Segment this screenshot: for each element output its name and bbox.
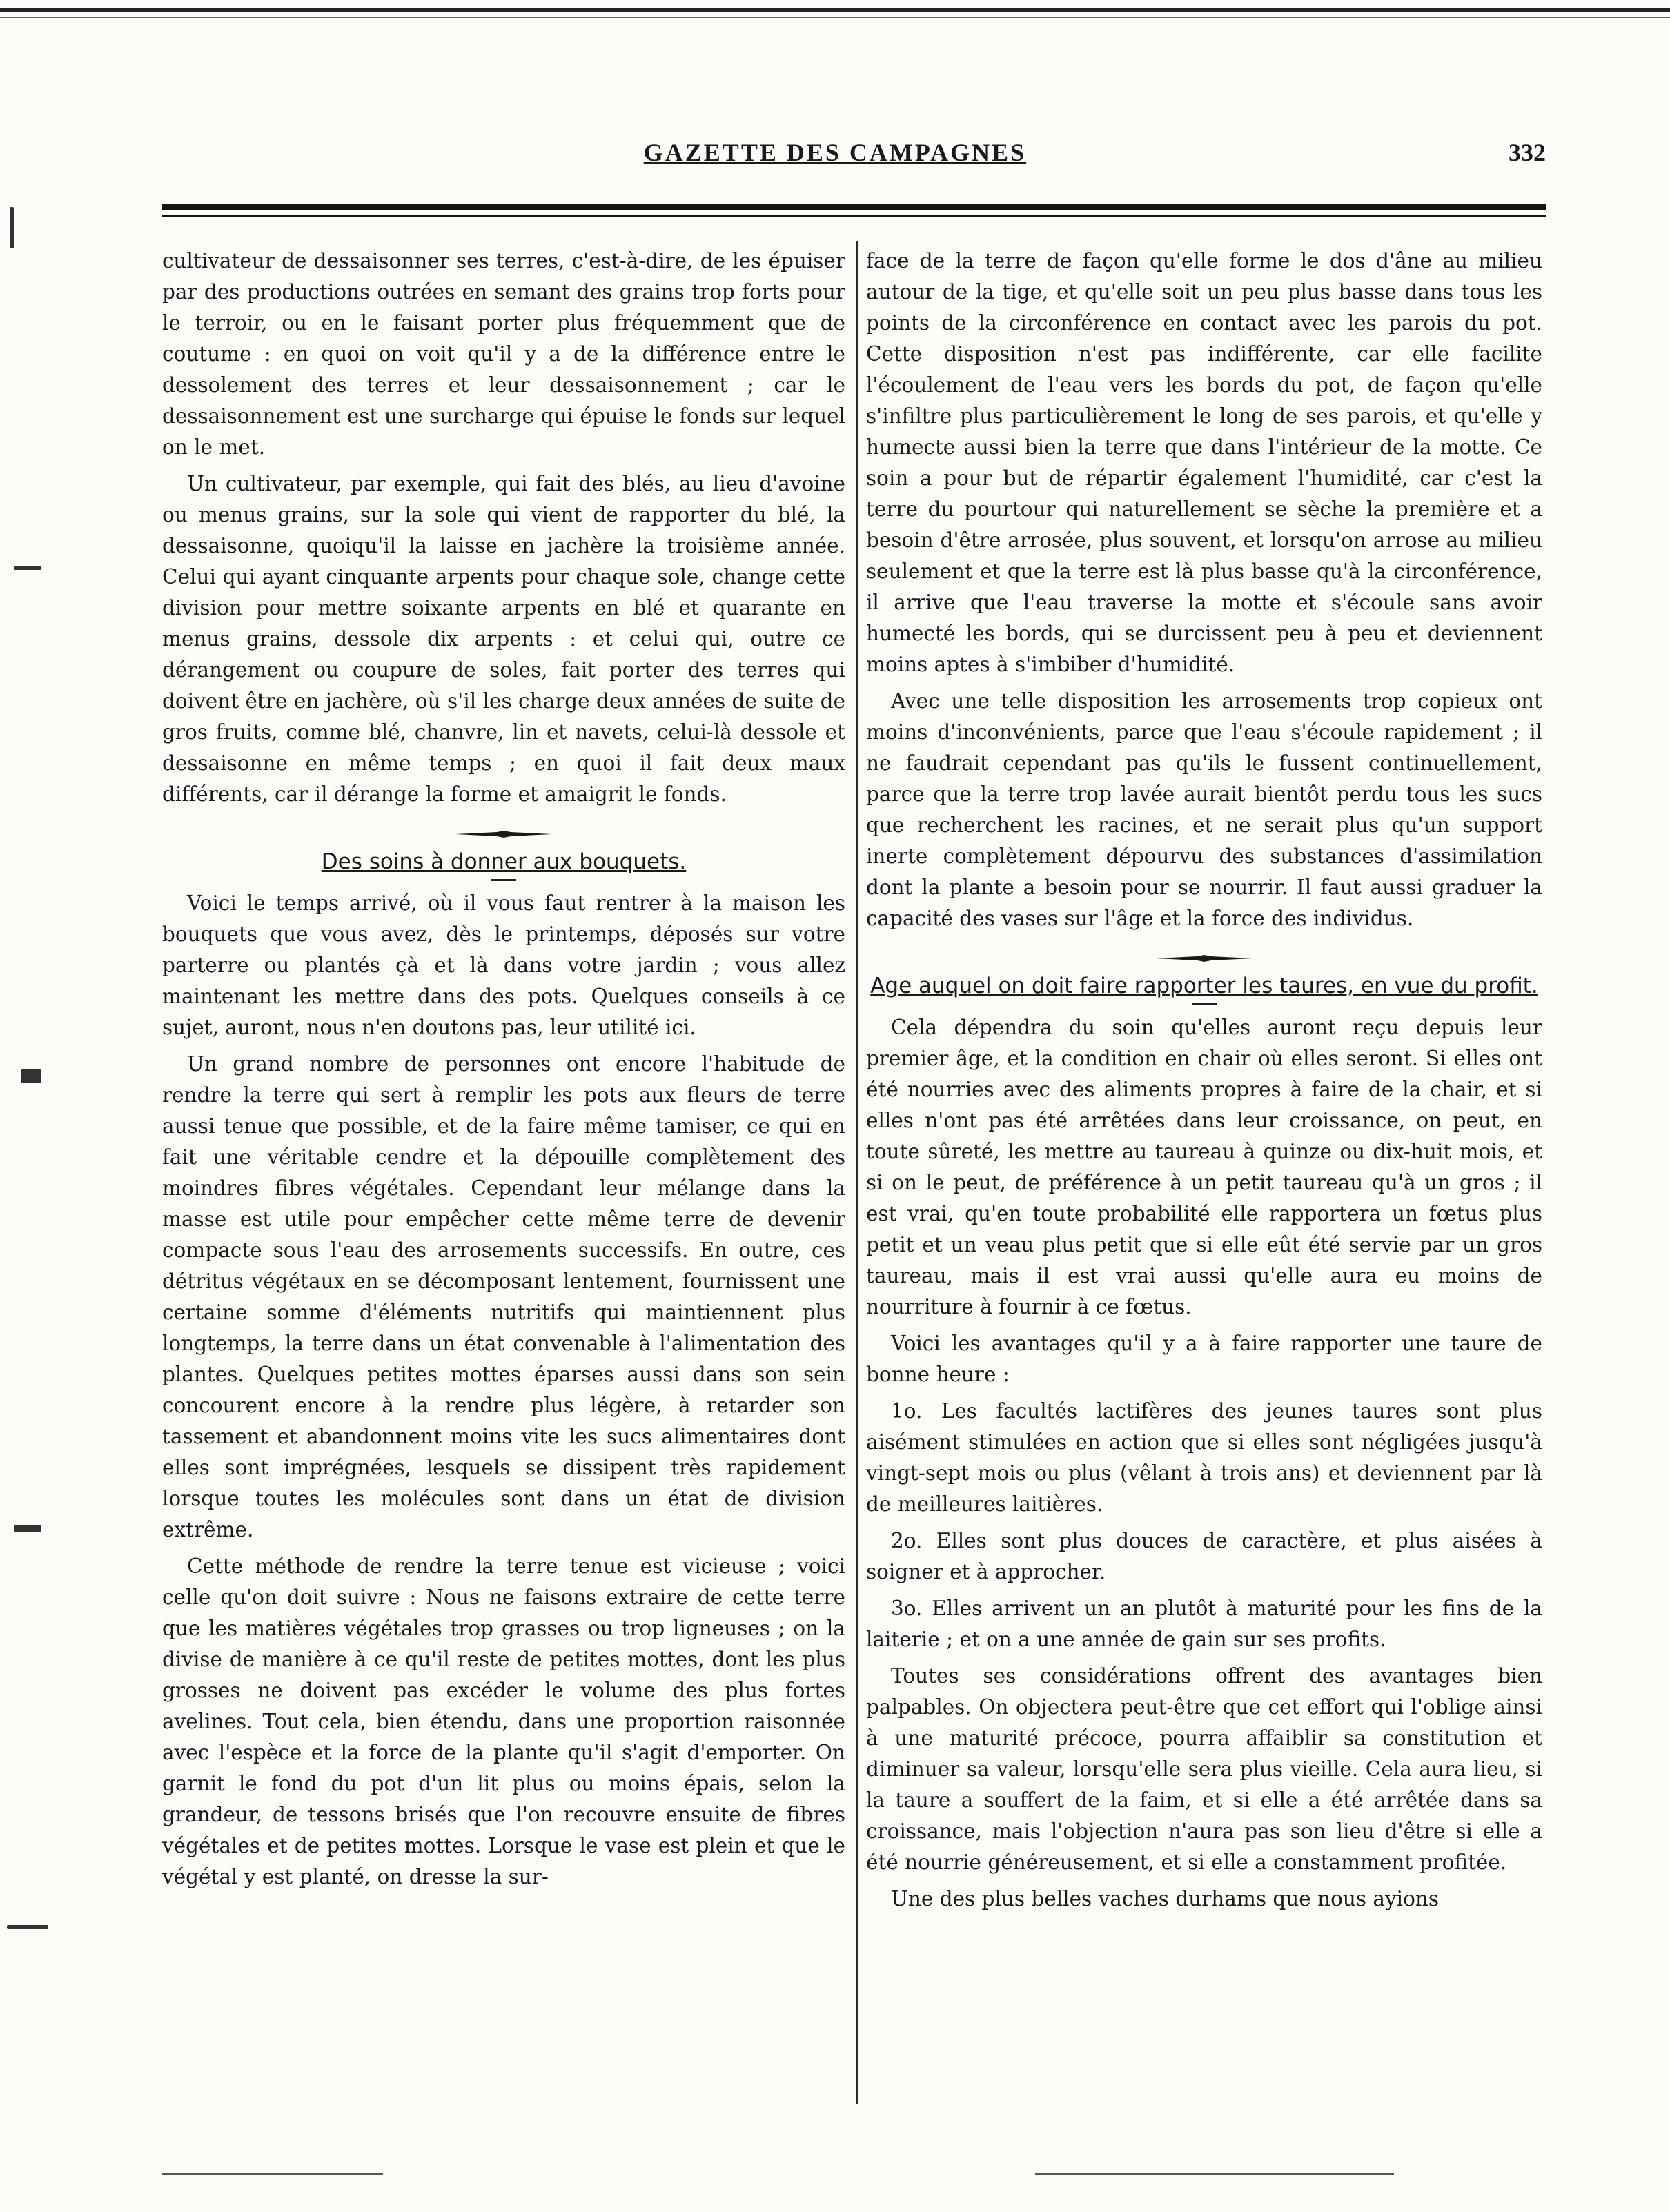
paragraph: Cela dépendra du soin qu'elles auront reçu depuis leur premier âge, et la condition en chair où elles seront. Si elles ont été nourries avec des aliments propres à faire de la chair, et si elles n'ont pas été arrêtées dans leur croissance, on peut, en toute sûreté, les mettre au taureau à quinze ou dix-huit mois, et si on le peut, de préférence à un petit taureau qu'à un gros ; il est vrai, qu'en toute probabilité elle rapportera un fœtus plus petit et un veau plus petit que si elle eût été servie par un gros taureau, mais il est vrai aussi qu'elle aura eu moins de nourriture à fournir à ce fœtus. [866, 1016, 1542, 1319]
paragraph: 2o. Elles sont plus douces de caractère, et plus aisées à soigner et à approcher. [866, 1529, 1542, 1583]
paragraph: Toutes ses considérations offrent des avantages bien palpables. On objectera peut-être que cet effort qui l'oblige ainsi à une maturité précoce, pourra affaiblir sa constitution et diminuer sa valeur, lorsqu'elle sera plus vieille. Cela aura lieu, si la taure a souffert de la faim, et si elle a été arrêtée dans sa croissance, mais l'objection n'aura pas son lieu d'être si elle a été nourrie généreusement, et si elle a constamment profitée. [866, 1664, 1542, 1874]
column-divider [856, 241, 858, 2104]
header-rule-thick [162, 204, 1546, 210]
section-dash [491, 879, 516, 881]
paragraph: face de la terre de façon qu'elle forme le dos d'âne au milieu autour de la tige, et qu'elle soit un peu plus basse dans tous les points de la circonférence en contact avec les parois du pot. Cette disposition n'est pas indifférente, car elle facilite l'écoulement de l'eau vers les bords du pot, de façon qu'elle s'infiltre plus particulièrement le long de ses parois, et qu'elle y humecte aussi bien la terre que dans l'intérieur de la motte. Ce soin a pour but de répartir également l'humidité, car c'est la terre du pourtour qui naturellement se sèche la première et a besoin d'être arrosée, plus souvent, et lorsqu'on arrose au milieu seulement et que la terre est là plus basse qu'à la circonférence, il arrive que l'eau traverse la motte et s'écoule sans avoir humecté les bords, qui se durcissent peu à peu et deviennent moins aptes à s'imbiber d'humidité. [866, 249, 1542, 676]
page-number: 332 [1509, 139, 1546, 166]
section-title: Des soins à donner aux bouquets. [321, 849, 687, 874]
masthead: GAZETTE DES CAMPAGNES [643, 139, 1027, 166]
top-rule-thick [0, 8, 1670, 12]
paragraph: 1o. Les facultés lactifères des jeunes taures sont plus aisément stimulées en action que si elles sont négligées jusqu'à vingt-sept mois ou plus (vêlant à trois ans) et deviennent par là de meilleures laitières. [866, 1399, 1542, 1516]
bottom-rule-left [162, 2173, 383, 2175]
section-dash [1192, 1003, 1217, 1005]
paragraph: Voici les avantages qu'il y a à faire rapporter une taure de bonne heure : [866, 1332, 1542, 1386]
paragraph: Une des plus belles vaches durhams que nous ayions [891, 1887, 1439, 1910]
paragraph: Avec une telle disposition les arrosements trop copieux ont moins d'inconvénients, parce que l'eau s'écoule rapidement ; il ne faudrait cependant pas qu'ils le fussent continuellement, parce que la terre trop lavée aurait bientôt perdu tous les sucs que recherchent les racines, et ne serait plus qu'un support inerte complètement dépourvu des substances d'assimilation dont la plante a besoin pour se nourrir. Il faut aussi graduer la capacité des vases sur l'âge et la force des individus. [866, 689, 1542, 930]
section-ornament [455, 831, 552, 838]
paragraph: Cette méthode de rendre la terre tenue est vicieuse ; voici celle qu'on doit suivre : Nous ne faisons extraire de cette terre que les matières végétales trop grasses ou trop ligneuses ; on la divise de manière à ce qu'il reste de petites mottes, dont les plus grosses ne doivent pas excéder le volume des plus fortes avelines. Tout cela, bien étendu, dans une proportion raisonnée avec l'espèce et la force de la plante qu'il s'agit d'emporter. On garnit le fond du pot d'un lit plus ou moins épais, selon la grandeur, de tessons brisés que l'on recouvre ensuite de fibres végétales et de petites mottes. Lorsque le vase est plein et que le végétal y est planté, on dresse la sur- [162, 1554, 845, 1888]
margin-mark [10, 207, 14, 248]
paragraph: cultivateur de dessaisonner ses terres, c'est-à-dire, de les épuiser par des productions outrées en semant des grains trop forts pour le terroir, ou en le faisant porter plus fréquemment que de coutume : en quoi on voit qu'il y a de la différence entre le dessolement des terres et leur dessaisonnement ; car le dessaisonnement est une surcharge qui épuise le fonds sur lequel on le met. [162, 249, 845, 459]
section-title: Age auquel on doit faire rapporter les taures, en vue du profit. [870, 974, 1538, 998]
paragraph: Un grand nombre de personnes ont encore l'habitude de rendre la terre qui sert à remplir les pots aux fleurs de terre aussi tenue que possible, et de la faire même tamiser, ce qui en fait une véritable cendre et la dépouille complètement des moindres fibres végétales. Cependant leur mélange dans la masse est utile pour empêcher cette même terre de devenir compacte sous l'eau des arrosements successifs. En outre, ces détritus végétaux en se décomposant lentement, fournissent une certaine somme d'éléments nutritifs qui maintiennent plus longtemps, la terre dans un état convenable à l'alimentation des plantes. Quelques petites mottes éparses aussi dans son sein concourent encore à la rendre plus légère, à retarder son tassement et abandonnent moins vite les sucs alimentaires dont elles sont imprégnées, lesquels se dissipent très rapidement lorsque toutes les molécules sont dans un état de division extrême. [162, 1052, 845, 1541]
section-ornament [1156, 955, 1252, 962]
margin-mark [14, 566, 41, 570]
bottom-rule-right [1035, 2173, 1394, 2175]
paragraph: 3o. Elles arrivent un an plutôt à maturité pour les fins de la laiterie ; et on a une année de gain sur ses profits. [866, 1597, 1542, 1651]
paragraph: Un cultivateur, par exemple, qui fait des blés, au lieu d'avoine ou menus grains, sur la sole qui vient de rapporter du blé, la dessaisonne, quoiqu'il la laisse en jachère la troisième année. Celui qui ayant cinquante arpents pour chaque sole, change cette division pour mettre soixante arpents en blé et quarante en menus grains, dessole dix arpents : et celui qui, outre ce dérangement ou coupure de soles, fait porter des terres qui doivent être en jachère, où s'il les charge deux années de suite de gros fruits, comme blé, chanvre, lin et navets, celui-là dessole et dessaisonne en même temps ; en quoi il fait deux maux différents, car il dérange la forme et amaigrit le fonds. [162, 472, 845, 806]
top-rule-thin [0, 17, 1670, 18]
header-rule-thin [162, 215, 1546, 217]
margin-mark [7, 1925, 48, 1929]
margin-mark [14, 1525, 41, 1532]
margin-mark [21, 1069, 41, 1083]
left-column [162, 246, 845, 1898]
right-column [866, 246, 1542, 1920]
paragraph: Voici le temps arrivé, où il vous faut rentrer à la maison les bouquets que vous avez, dès le printemps, déposés sur votre parterre ou plantés çà et là dans votre jardin ; vous allez maintenant les mettre dans des pots. Quelques conseils à ce sujet, auront, nous n'en doutons pas, leur utilité ici. [162, 891, 845, 1039]
page-header [0, 138, 1670, 179]
